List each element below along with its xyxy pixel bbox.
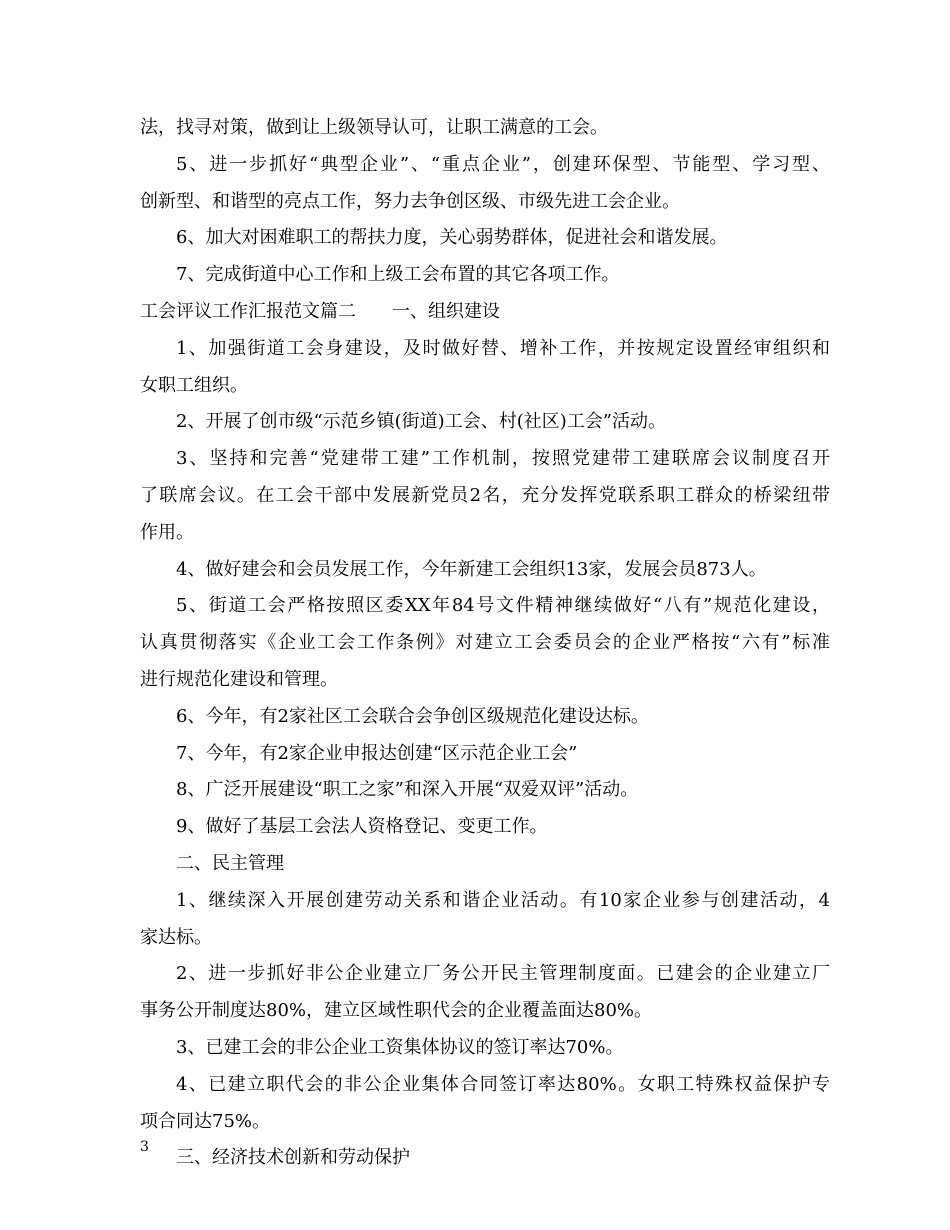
body-text [140, 110, 830, 1177]
text-line: 进行规范化建设和管理。 [140, 668, 338, 690]
text-line: 4、做好建会和会员发展工作，今年新建工会组织13家，发展会员873人。 [176, 558, 767, 580]
text-line: 家达标。 [140, 926, 212, 948]
section-heading: 二、民主管理 [176, 852, 284, 874]
text-line: 女职工组织。 [140, 374, 248, 396]
text-line: 法，找寻对策，做到让上级领导认可，让职工满意的工会。 [140, 117, 608, 138]
section-heading: 三、经济技术创新和劳动保护 [176, 1147, 410, 1169]
text-line: 项合同达75%。 [140, 1110, 271, 1132]
text-line: 3、坚持和完善“党建带工建”工作机制，按照党建带工建联席会议制度召开 [176, 448, 830, 470]
text-line: 2、开展了创市级“示范乡镇(街道)工会、村(社区)工会”活动。 [176, 411, 666, 433]
text-line: 事务公开制度达80%，建立区域性职代会的企业覆盖面达80%。 [140, 1000, 653, 1022]
text-line: 1、加强街道工会身建设，及时做好替、增补工作，并按规定设置经审组织和 [176, 337, 830, 359]
text-line: 3、已建工会的非公企业工资集体协议的签订率达70%。 [176, 1036, 624, 1058]
text-line: 作用。 [140, 521, 194, 543]
text-line: 认真贯彻落实《企业工会工作条例》对建立工会委员会的企业严格按“六有”标准 [140, 632, 830, 654]
text-line: 4、已建立职代会的非公企业集体合同签订率达80%。女职工特殊权益保护专 [176, 1073, 830, 1095]
text-line: 5、街道工会严格按照区委XX年84号文件精神继续做好“八有”规范化建设， [176, 595, 830, 617]
section-heading-line: 工会评议工作汇报范文篇二 一、组织建设 [140, 300, 500, 322]
text-line: 8、广泛开展建设“职工之家”和深入开展“双爱双评”活动。 [176, 779, 639, 801]
page-number: 3 [140, 1139, 149, 1155]
text-line: 7、今年，有2家企业申报达创建“区示范企业工会” [176, 742, 578, 764]
text-line: 6、今年，有2家社区工会联合会争创区级规范化建设达标。 [176, 705, 649, 727]
text-line: 5、进一步抓好“典型企业”、“重点企业”，创建环保型、节能型、学习型、 [176, 153, 830, 175]
text-line: 6、加大对困难职工的帮扶力度，关心弱势群体，促进社会和谐发展。 [176, 227, 728, 249]
text-line: 了联席会议。在工会干部中发展新党员2名，充分发挥党联系职工群众的桥梁纽带 [140, 484, 830, 506]
text-line: 7、完成街道中心工作和上级工会布置的其它各项工作。 [176, 264, 620, 286]
text-line: 2、进一步抓好非公企业建立厂务公开民主管理制度面。已建会的企业建立厂 [176, 963, 830, 985]
text-line: 创新型、和谐型的亮点工作，努力去争创区级、市级先进工会企业。 [140, 190, 680, 212]
text-line: 1、继续深入开展创建劳动关系和谐企业活动。有10家企业参与创建活动，4 [176, 889, 830, 911]
text-line: 9、做好了基层工会法人资格登记、变更工作。 [176, 816, 548, 838]
